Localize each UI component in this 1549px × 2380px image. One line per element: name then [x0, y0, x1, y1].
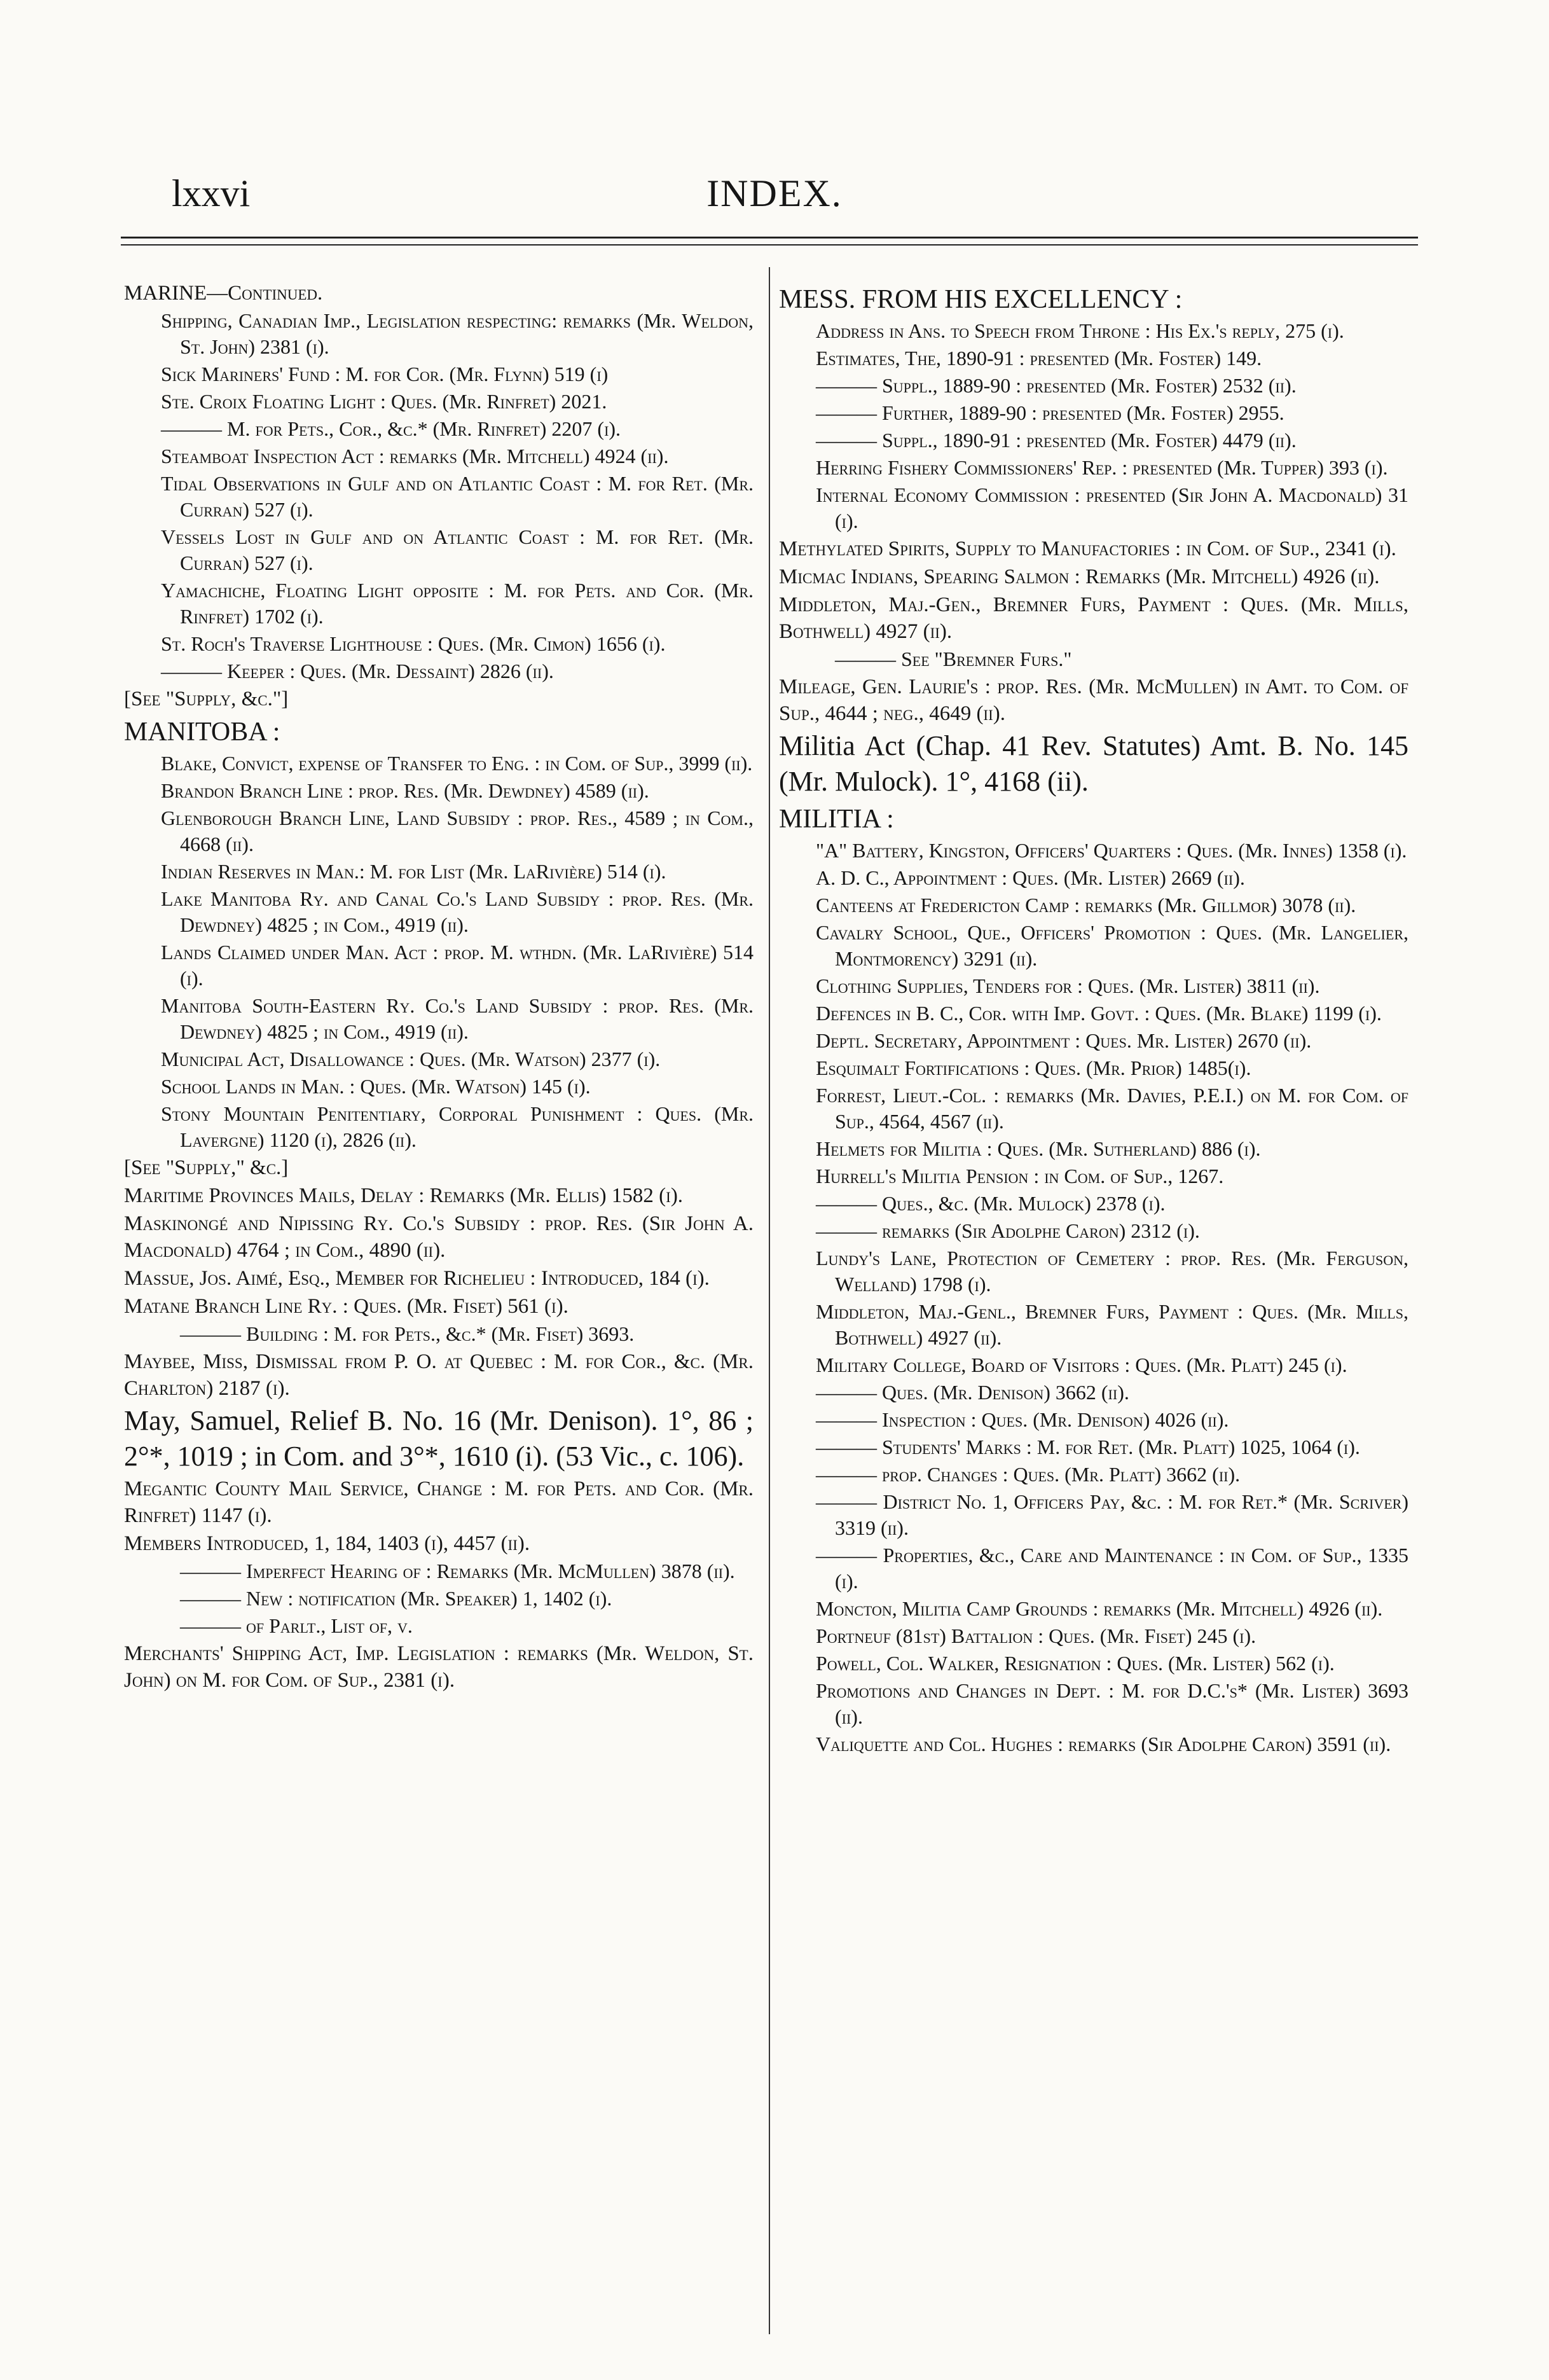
index-entry: Methylated Spirits, Supply to Manufactories : in Com. of Sup., 2341 (i).	[779, 537, 1396, 560]
index-sub-entry: Portneuf (81st) Battalion : Ques. (Mr. Fiset) 245 (i).	[816, 1624, 1256, 1647]
index-continuation-entry: ——— of Parlt., List of, v.	[180, 1614, 413, 1637]
index-sub-entry: Lake Manitoba Ry. and Canal Co.'s Land Subsidy : prop. Res. (Mr. Dewdney) 4825 ; in Com., 4919 (ii).	[161, 887, 754, 936]
index-sub-entry: Ste. Croix Floating Light : Ques. (Mr. Rinfret) 2021.	[161, 390, 607, 413]
index-sub-entry: Moncton, Militia Camp Grounds : remarks (Mr. Mitchell) 4926 (ii).	[816, 1597, 1383, 1620]
index-sub-entry: Helmets for Militia : Ques. (Mr. Sutherland) 886 (i).	[816, 1137, 1261, 1160]
right-column	[779, 280, 1408, 1759]
index-section-heading: MANITOBA :	[124, 717, 280, 747]
index-entry: [See "Supply," &c.]	[124, 1156, 289, 1179]
index-sub-entry: Glenborough Branch Line, Land Subsidy : prop. Res., 4589 ; in Com., 4668 (ii).	[161, 806, 754, 855]
index-sub-entry: Municipal Act, Disallowance : Ques. (Mr. Watson) 2377 (i).	[161, 1048, 661, 1070]
index-entry: Merchants' Shipping Act, Imp. Legislation : remarks (Mr. Weldon, St. John) on M. for Com. of Sup., 2381 (i).	[124, 1642, 754, 1692]
index-sub-entry: Sick Mariners' Fund : M. for Cor. (Mr. Flynn) 519 (i)	[161, 363, 609, 385]
index-sub-entry: ——— Properties, &c., Care and Maintenance : in Com. of Sup., 1335 (i).	[816, 1544, 1408, 1593]
index-sub-entry: Estimates, The, 1890-91 : presented (Mr. Foster) 149.	[816, 347, 1262, 370]
index-sub-entry: Lands Claimed under Man. Act : prop. M. wthdn. (Mr. LaRivière) 514 (i).	[161, 941, 754, 990]
index-sub-entry: Stony Mountain Penitentiary, Corporal Punishment : Ques. (Mr. Lavergne) 1120 (i), 2826 (ii).	[161, 1102, 754, 1151]
index-sub-entry: A. D. C., Appointment : Ques. (Mr. Lister) 2669 (ii).	[816, 866, 1245, 889]
index-sub-entry: Yamachiche, Floating Light opposite : M. for Pets. and Cor. (Mr. Rinfret) 1702 (i).	[161, 579, 754, 628]
index-bill-entry: May, Samuel, Relief B. No. 16 (Mr. Denison). 1°, 86 ; 2°*, 1019 ; in Com. and 3°*, 1610 (i). (53 Vic., c. 106).	[124, 1405, 754, 1472]
index-sub-entry: "A" Battery, Kingston, Officers' Quarters : Ques. (Mr. Innes) 1358 (i).	[816, 839, 1407, 862]
index-sub-entry: ——— Inspection : Ques. (Mr. Denison) 4026 (ii).	[816, 1408, 1229, 1431]
index-entry: MARINE—Continued.	[124, 282, 323, 305]
index-sub-entry: Defences in B. C., Cor. with Imp. Govt. : Ques. (Mr. Blake) 1199 (i).	[816, 1002, 1382, 1025]
index-sub-entry: ——— Ques. (Mr. Denison) 3662 (ii).	[816, 1381, 1129, 1404]
index-entry: Maybee, Miss, Dismissal from P. O. at Quebec : M. for Cor., &c. (Mr. Charlton) 2187 (i).	[124, 1350, 754, 1400]
index-sub-entry: Military College, Board of Visitors : Ques. (Mr. Platt) 245 (i).	[816, 1353, 1347, 1376]
index-section-heading: MILITIA :	[779, 805, 894, 834]
index-entry: Maskinongé and Nipissing Ry. Co.'s Subsidy : prop. Res. (Sir John A. Macdonald) 4764 ; in Com., 4890 (ii).	[124, 1212, 754, 1262]
index-sub-entry: Shipping, Canadian Imp., Legislation respecting: remarks (Mr. Weldon, St. John) 2381 (i).	[161, 309, 754, 358]
index-sub-entry: Tidal Observations in Gulf and on Atlantic Coast : M. for Ret. (Mr. Curran) 527 (i).	[161, 472, 754, 521]
index-sub-entry: ——— District No. 1, Officers Pay, &c. : M. for Ret.* (Mr. Scriver) 3319 (ii).	[816, 1490, 1408, 1539]
page-number: lxxvi	[172, 172, 251, 214]
index-sub-entry: St. Roch's Traverse Lighthouse : Ques. (Mr. Cimon) 1656 (i).	[161, 632, 666, 655]
index-entry: Maritime Provinces Mails, Delay : Remarks (Mr. Ellis) 1582 (i).	[124, 1184, 684, 1207]
index-continuation-entry: ——— Imperfect Hearing of : Remarks (Mr. McMullen) 3878 (ii).	[180, 1560, 735, 1582]
index-continuation-entry: ——— New : notification (Mr. Speaker) 1, 1402 (i).	[180, 1587, 612, 1610]
index-sub-entry: Herring Fishery Commissioners' Rep. : presented (Mr. Tupper) 393 (i).	[816, 456, 1388, 479]
header-rule-bottom	[121, 244, 1418, 246]
index-sub-entry: Cavalry School, Que., Officers' Promotion : Ques. (Mr. Langelier, Montmorency) 3291 (ii).	[816, 921, 1408, 970]
index-sub-entry: Forrest, Lieut.-Col. : remarks (Mr. Davies, P.E.I.) on M. for Com. of Sup., 4564, 4567 (ii).	[816, 1084, 1408, 1133]
index-sub-entry: Clothing Supplies, Tenders for : Ques. (Mr. Lister) 3811 (ii).	[816, 974, 1320, 997]
header-rule-top	[121, 237, 1418, 239]
index-bill-entry: Militia Act (Chap. 41 Rev. Statutes) Amt. B. No. 145 (Mr. Mulock). 1°, 4168 (ii).	[779, 730, 1408, 797]
index-sub-entry: ——— Suppl., 1890-91 : presented (Mr. Foster) 4479 (ii).	[816, 429, 1297, 452]
index-sub-entry: Manitoba South-Eastern Ry. Co.'s Land Subsidy : prop. Res. (Mr. Dewdney) 4825 ; in Com., 4919 (ii).	[161, 994, 754, 1043]
index-sub-entry: Valiquette and Col. Hughes : remarks (Sir Adolphe Caron) 3591 (ii).	[816, 1733, 1391, 1755]
index-entry: Members Introduced, 1, 184, 1403 (i), 4457 (ii).	[124, 1532, 530, 1555]
index-sub-entry: ——— Ques., &c. (Mr. Mulock) 2378 (i).	[816, 1192, 1166, 1215]
index-sub-entry: Steamboat Inspection Act : remarks (Mr. Mitchell) 4924 (ii).	[161, 445, 669, 467]
index-continuation-entry: ——— See "Bremner Furs."	[835, 647, 1072, 670]
index-sub-entry: Indian Reserves in Man.: M. for List (Mr. LaRivière) 514 (i).	[161, 860, 666, 883]
index-entry: Micmac Indians, Spearing Salmon : Remarks (Mr. Mitchell) 4926 (ii).	[779, 565, 1380, 588]
index-sub-entry: ——— Further, 1889-90 : presented (Mr. Foster) 2955.	[816, 401, 1284, 424]
index-sub-entry: Esquimalt Fortifications : Ques. (Mr. Prior) 1485(i).	[816, 1056, 1251, 1079]
page-title: INDEX.	[706, 172, 843, 214]
index-sub-entry: ——— Suppl., 1889-90 : presented (Mr. Foster) 2532 (ii).	[816, 374, 1297, 397]
index-entry: Matane Branch Line Ry. : Ques. (Mr. Fiset) 561 (i).	[124, 1295, 568, 1318]
index-entry: Massue, Jos. Aimé, Esq., Member for Richelieu : Introduced, 184 (i).	[124, 1267, 710, 1290]
index-entry: [See "Supply, &c."]	[124, 688, 289, 710]
index-sub-entry: Blake, Convict, expense of Transfer to Eng. : in Com. of Sup., 3999 (ii).	[161, 752, 753, 775]
index-sub-entry: Address in Ans. to Speech from Throne : His Ex.'s reply, 275 (i).	[816, 319, 1344, 342]
index-sub-entry: Deptl. Secretary, Appointment : Ques. Mr. Lister) 2670 (ii).	[816, 1029, 1312, 1052]
index-sub-entry: ——— Keeper : Ques. (Mr. Dessaint) 2826 (ii).	[161, 660, 554, 682]
index-entry: Middleton, Maj.-Gen., Bremner Furs, Payment : Ques. (Mr. Mills, Bothwell) 4927 (ii).	[779, 593, 1408, 643]
index-sub-entry: Brandon Branch Line : prop. Res. (Mr. Dewdney) 4589 (ii).	[161, 779, 649, 802]
index-continuation-entry: ——— Building : M. for Pets., &c.* (Mr. Fiset) 3693.	[180, 1322, 635, 1345]
index-sub-entry: Vessels Lost in Gulf and on Atlantic Coast : M. for Ret. (Mr. Curran) 527 (i).	[161, 525, 754, 574]
left-column	[124, 280, 754, 1695]
column-divider	[769, 267, 770, 2334]
index-sub-entry: ——— remarks (Sir Adolphe Caron) 2312 (i).	[816, 1219, 1200, 1242]
index-sub-entry: Promotions and Changes in Dept. : M. for D.C.'s* (Mr. Lister) 3693 (ii).	[816, 1679, 1408, 1728]
index-sub-entry: Lundy's Lane, Protection of Cemetery : prop. Res. (Mr. Ferguson, Welland) 1798 (i).	[816, 1247, 1408, 1296]
index-sub-entry: Canteens at Fredericton Camp : remarks (Mr. Gillmor) 3078 (ii).	[816, 894, 1356, 917]
index-sub-entry: Internal Economy Commission : presented (Sir John A. Macdonald) 31 (i).	[816, 483, 1408, 532]
index-sub-entry: Middleton, Maj.-Genl., Bremner Furs, Payment : Ques. (Mr. Mills, Bothwell) 4927 (ii).	[816, 1300, 1408, 1349]
index-sub-entry: School Lands in Man. : Ques. (Mr. Watson) 145 (i).	[161, 1075, 591, 1098]
index-sub-entry: ——— Students' Marks : M. for Ret. (Mr. Platt) 1025, 1064 (i).	[816, 1436, 1360, 1458]
index-sub-entry: Hurrell's Militia Pension : in Com. of Sup., 1267.	[816, 1165, 1224, 1187]
index-entry: Megantic County Mail Service, Change : M. for Pets. and Cor. (Mr. Rinfret) 1147 (i).	[124, 1477, 754, 1527]
index-sub-entry: ——— prop. Changes : Ques. (Mr. Platt) 3662 (ii).	[816, 1463, 1241, 1486]
index-sub-entry: Powell, Col. Walker, Resignation : Ques. (Mr. Lister) 562 (i).	[816, 1652, 1335, 1675]
index-sub-entry: ——— M. for Pets., Cor., &c.* (Mr. Rinfret) 2207 (i).	[161, 417, 621, 440]
index-section-heading: MESS. FROM HIS EXCELLENCY :	[779, 285, 1183, 314]
index-entry: Mileage, Gen. Laurie's : prop. Res. (Mr. McMullen) in Amt. to Com. of Sup., 4644 ; neg., 4649 (ii).	[779, 675, 1408, 725]
